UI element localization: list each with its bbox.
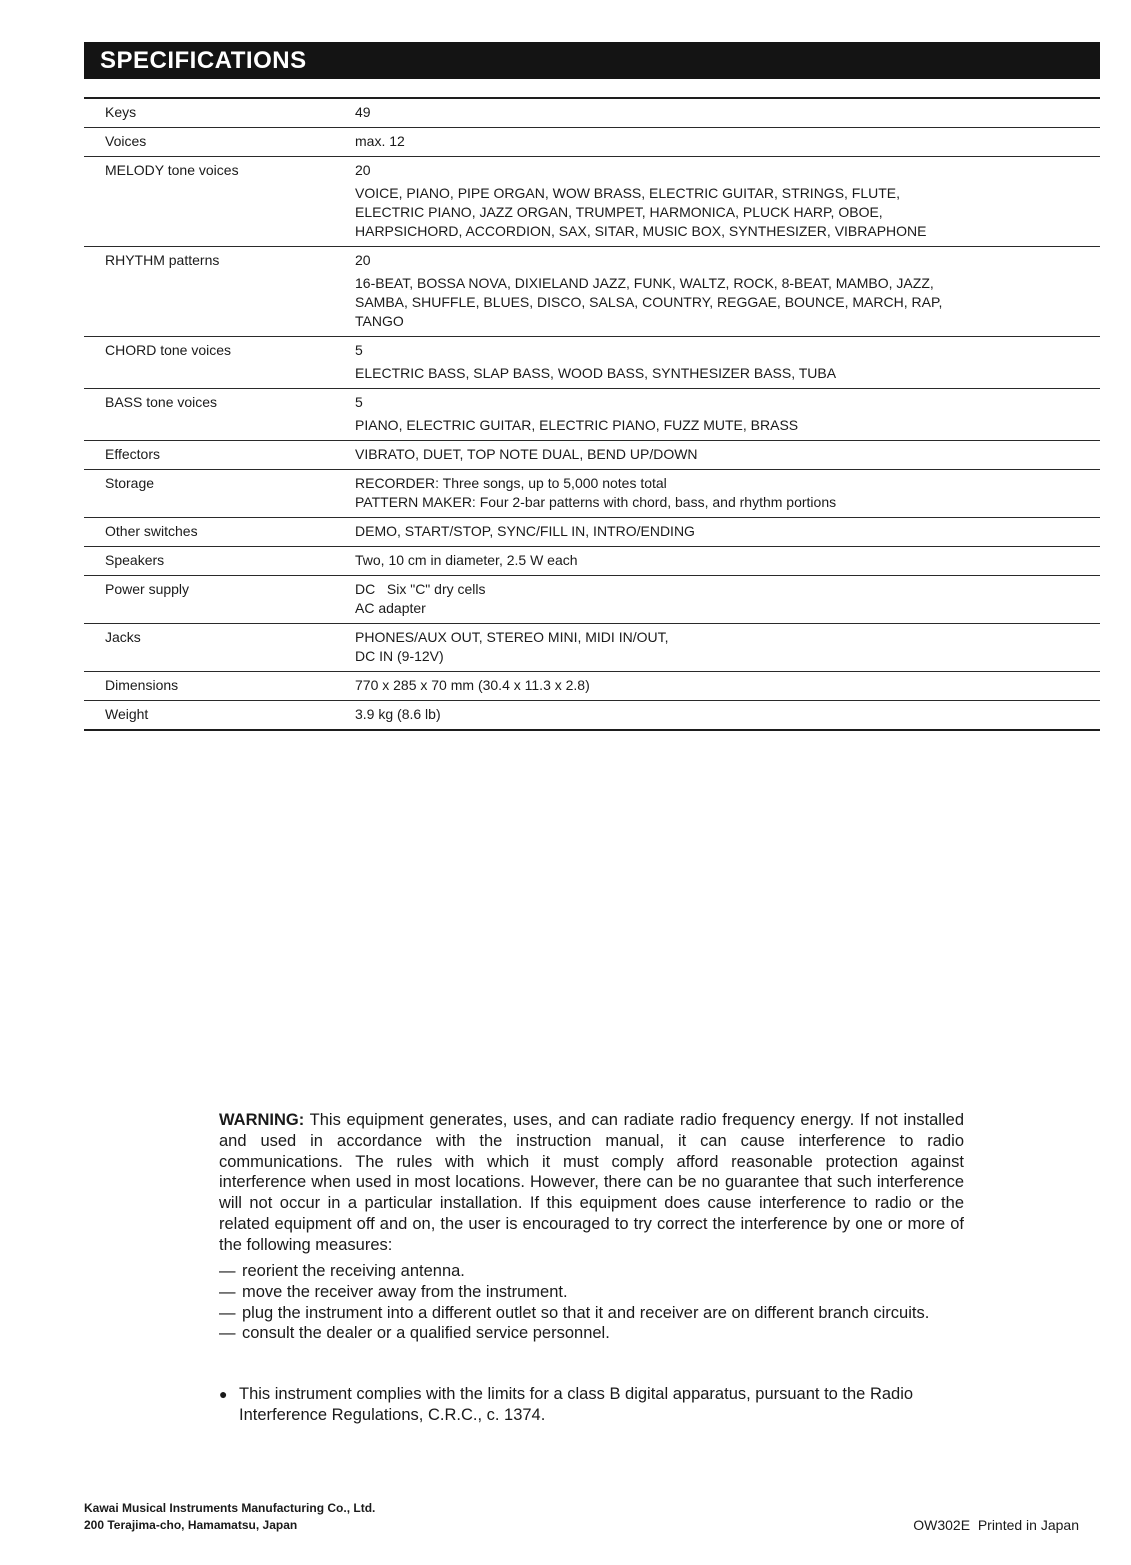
- spec-value: [355, 470, 1100, 517]
- dash-marker: —: [219, 1324, 236, 1343]
- list-item: [219, 1303, 964, 1324]
- spec-label: Power supply: [105, 581, 190, 597]
- spec-value-text: max. 12: [355, 133, 405, 149]
- measure-text: move the receiver away from the instrument.: [242, 1282, 568, 1301]
- list-item: [219, 1323, 964, 1344]
- spec-value-text: 770 x 285 x 70 mm (30.4 x 11.3 x 2.8): [355, 677, 590, 693]
- spec-value-list: [355, 184, 1100, 241]
- spec-value: [355, 99, 1100, 127]
- spec-label: Keys: [105, 104, 137, 120]
- spec-row-effectors: [84, 441, 1100, 470]
- bullet-icon: ●: [219, 1386, 228, 1402]
- spec-row-storage: [84, 470, 1100, 518]
- spec-value: [355, 128, 1100, 156]
- dash-marker: —: [219, 1303, 236, 1322]
- spec-list-line: VOICE, PIANO, PIPE ORGAN, WOW BRASS, ELECTRIC GUITAR, STRINGS, FLUTE,: [355, 185, 901, 201]
- spec-list-line: HARPSICHORD, ACCORDION, SAX, SITAR, MUSIC BOX, SYNTHESIZER, VIBRAPHONE: [355, 223, 927, 239]
- spec-row-power-supply: [84, 576, 1100, 624]
- spec-value: [355, 157, 1100, 246]
- measure-text: consult the dealer or a qualified service personnel.: [242, 1324, 610, 1343]
- spec-label: Effectors: [105, 446, 160, 462]
- spec-list-line: 16-BEAT, BOSSA NOVA, DIXIELAND JAZZ, FUNK, WALTZ, ROCK, 8-BEAT, MAMBO, JAZZ,: [355, 275, 934, 291]
- spec-label: Voices: [105, 133, 147, 149]
- spec-value-text: DC IN (9-12V): [355, 648, 444, 664]
- spec-list-line: ELECTRIC PIANO, JAZZ ORGAN, TRUMPET, HARMONICA, PLUCK HARP, OBOE,: [355, 204, 883, 220]
- warning-paragraph: [219, 1110, 964, 1256]
- spec-row-rhythm-patterns: [84, 247, 1100, 337]
- spec-value-count: 20: [355, 162, 371, 178]
- spec-value-text: 49: [355, 104, 371, 120]
- spec-label: MELODY tone voices: [105, 162, 239, 178]
- spec-value: [355, 337, 1100, 388]
- warning-text: This equipment generates, uses, and can radiate radio frequency energy. If not installed and used in accordance with the instruction manual, it can cause interference to radio communications. The rules with which it must comply afford reasonable protection against interference when used in most locations. However, there can be no guarantee that such interference will not occur in a particular installation. If this equipment does cause interference to radio or the related equipment off and on, the user is encouraged to try correct the interference by one or more of the following measures:: [219, 1111, 964, 1254]
- specifications-table: [84, 97, 1100, 731]
- list-item: [219, 1261, 964, 1282]
- spec-label: Speakers: [105, 552, 165, 568]
- spec-label: Dimensions: [105, 677, 179, 693]
- spec-label: Weight: [105, 706, 149, 722]
- spec-value-text: VIBRATO, DUET, TOP NOTE DUAL, BEND UP/DOWN: [355, 446, 698, 462]
- dash-marker: —: [219, 1262, 236, 1280]
- measure-text: plug the instrument into a different outlet so that it and receiver are on different branch circuits.: [242, 1303, 930, 1322]
- spec-list-line: ELECTRIC BASS, SLAP BASS, WOOD BASS, SYNTHESIZER BASS, TUBA: [355, 365, 837, 381]
- spec-value-text: PATTERN MAKER: Four 2-bar patterns with chord, bass, and rhythm portions: [355, 494, 837, 510]
- spec-row-chord-tone-voices: [84, 337, 1100, 389]
- section-title: SPECIFICATIONS: [100, 47, 307, 74]
- spec-value-text: RECORDER: Three songs, up to 5,000 notes total: [355, 475, 667, 491]
- compliance-note: [219, 1384, 964, 1426]
- compliance-text: This instrument complies with the limits for a class B digital apparatus, pursuant to the Radio Interference Regulations, C.R.C., c. 1374.: [239, 1385, 914, 1424]
- list-item: [219, 1282, 964, 1303]
- spec-value-count: 5: [355, 342, 363, 358]
- spec-label: Other switches: [105, 523, 198, 539]
- spec-row-weight: [84, 701, 1100, 731]
- spec-label: BASS tone voices: [105, 394, 218, 410]
- spec-value: [355, 672, 1100, 700]
- spec-row-jacks: [84, 624, 1100, 672]
- spec-value: [355, 518, 1100, 546]
- spec-value: [355, 247, 1100, 336]
- section-header-bar: [84, 42, 1100, 79]
- spec-list-line: TANGO: [355, 313, 404, 329]
- spec-row-keys: [84, 99, 1100, 128]
- spec-row-other-switches: [84, 518, 1100, 547]
- company-address: 200 Terajima-cho, Hamamatsu, Japan: [84, 1518, 298, 1532]
- spec-value-list: [355, 364, 1100, 383]
- spec-label: RHYTHM patterns: [105, 252, 220, 268]
- spec-value: [355, 547, 1100, 575]
- spec-row-dimensions: [84, 672, 1100, 701]
- spec-value-text: PHONES/AUX OUT, STEREO MINI, MIDI IN/OUT,: [355, 629, 669, 645]
- spec-value-list: [355, 274, 1100, 331]
- spec-value-text: DEMO, START/STOP, SYNC/FILL IN, INTRO/ENDING: [355, 523, 695, 539]
- footer-company-block: [84, 1500, 375, 1534]
- measure-text: reorient the receiving antenna.: [242, 1262, 465, 1280]
- spec-value-list: [355, 416, 1100, 435]
- spec-value: [355, 441, 1100, 469]
- spec-row-melody-tone-voices: [84, 157, 1100, 247]
- warning-label: WARNING:: [219, 1111, 305, 1129]
- spec-label: Jacks: [105, 629, 141, 645]
- spec-value-text: Two, 10 cm in diameter, 2.5 W each: [355, 552, 578, 568]
- spec-value-count: 5: [355, 394, 363, 410]
- spec-list-line: PIANO, ELECTRIC GUITAR, ELECTRIC PIANO, FUZZ MUTE, BRASS: [355, 417, 799, 433]
- spec-row-voices: [84, 128, 1100, 157]
- spec-row-speakers: [84, 547, 1100, 576]
- document-code: OW302E Printed in Japan: [913, 1517, 1079, 1533]
- spec-value-count: 20: [355, 252, 371, 268]
- spec-value-text: 3.9 kg (8.6 lb): [355, 706, 441, 722]
- measures-list: [219, 1261, 964, 1344]
- dash-marker: —: [219, 1282, 236, 1301]
- spec-value-text: AC adapter: [355, 600, 426, 616]
- company-name: Kawai Musical Instruments Manufacturing Co., Ltd.: [84, 1501, 376, 1515]
- spec-value: [355, 701, 1100, 729]
- spec-list-line: SAMBA, SHUFFLE, BLUES, DISCO, SALSA, COUNTRY, REGGAE, BOUNCE, MARCH, RAP,: [355, 294, 943, 310]
- spec-value-text: DC Six "C" dry cells: [355, 581, 486, 597]
- spec-row-bass-tone-voices: [84, 389, 1100, 441]
- spec-value: [355, 624, 1100, 671]
- spec-label: Storage: [105, 475, 155, 491]
- spec-value: [355, 389, 1100, 440]
- spec-value: [355, 576, 1100, 623]
- spec-label: CHORD tone voices: [105, 342, 232, 358]
